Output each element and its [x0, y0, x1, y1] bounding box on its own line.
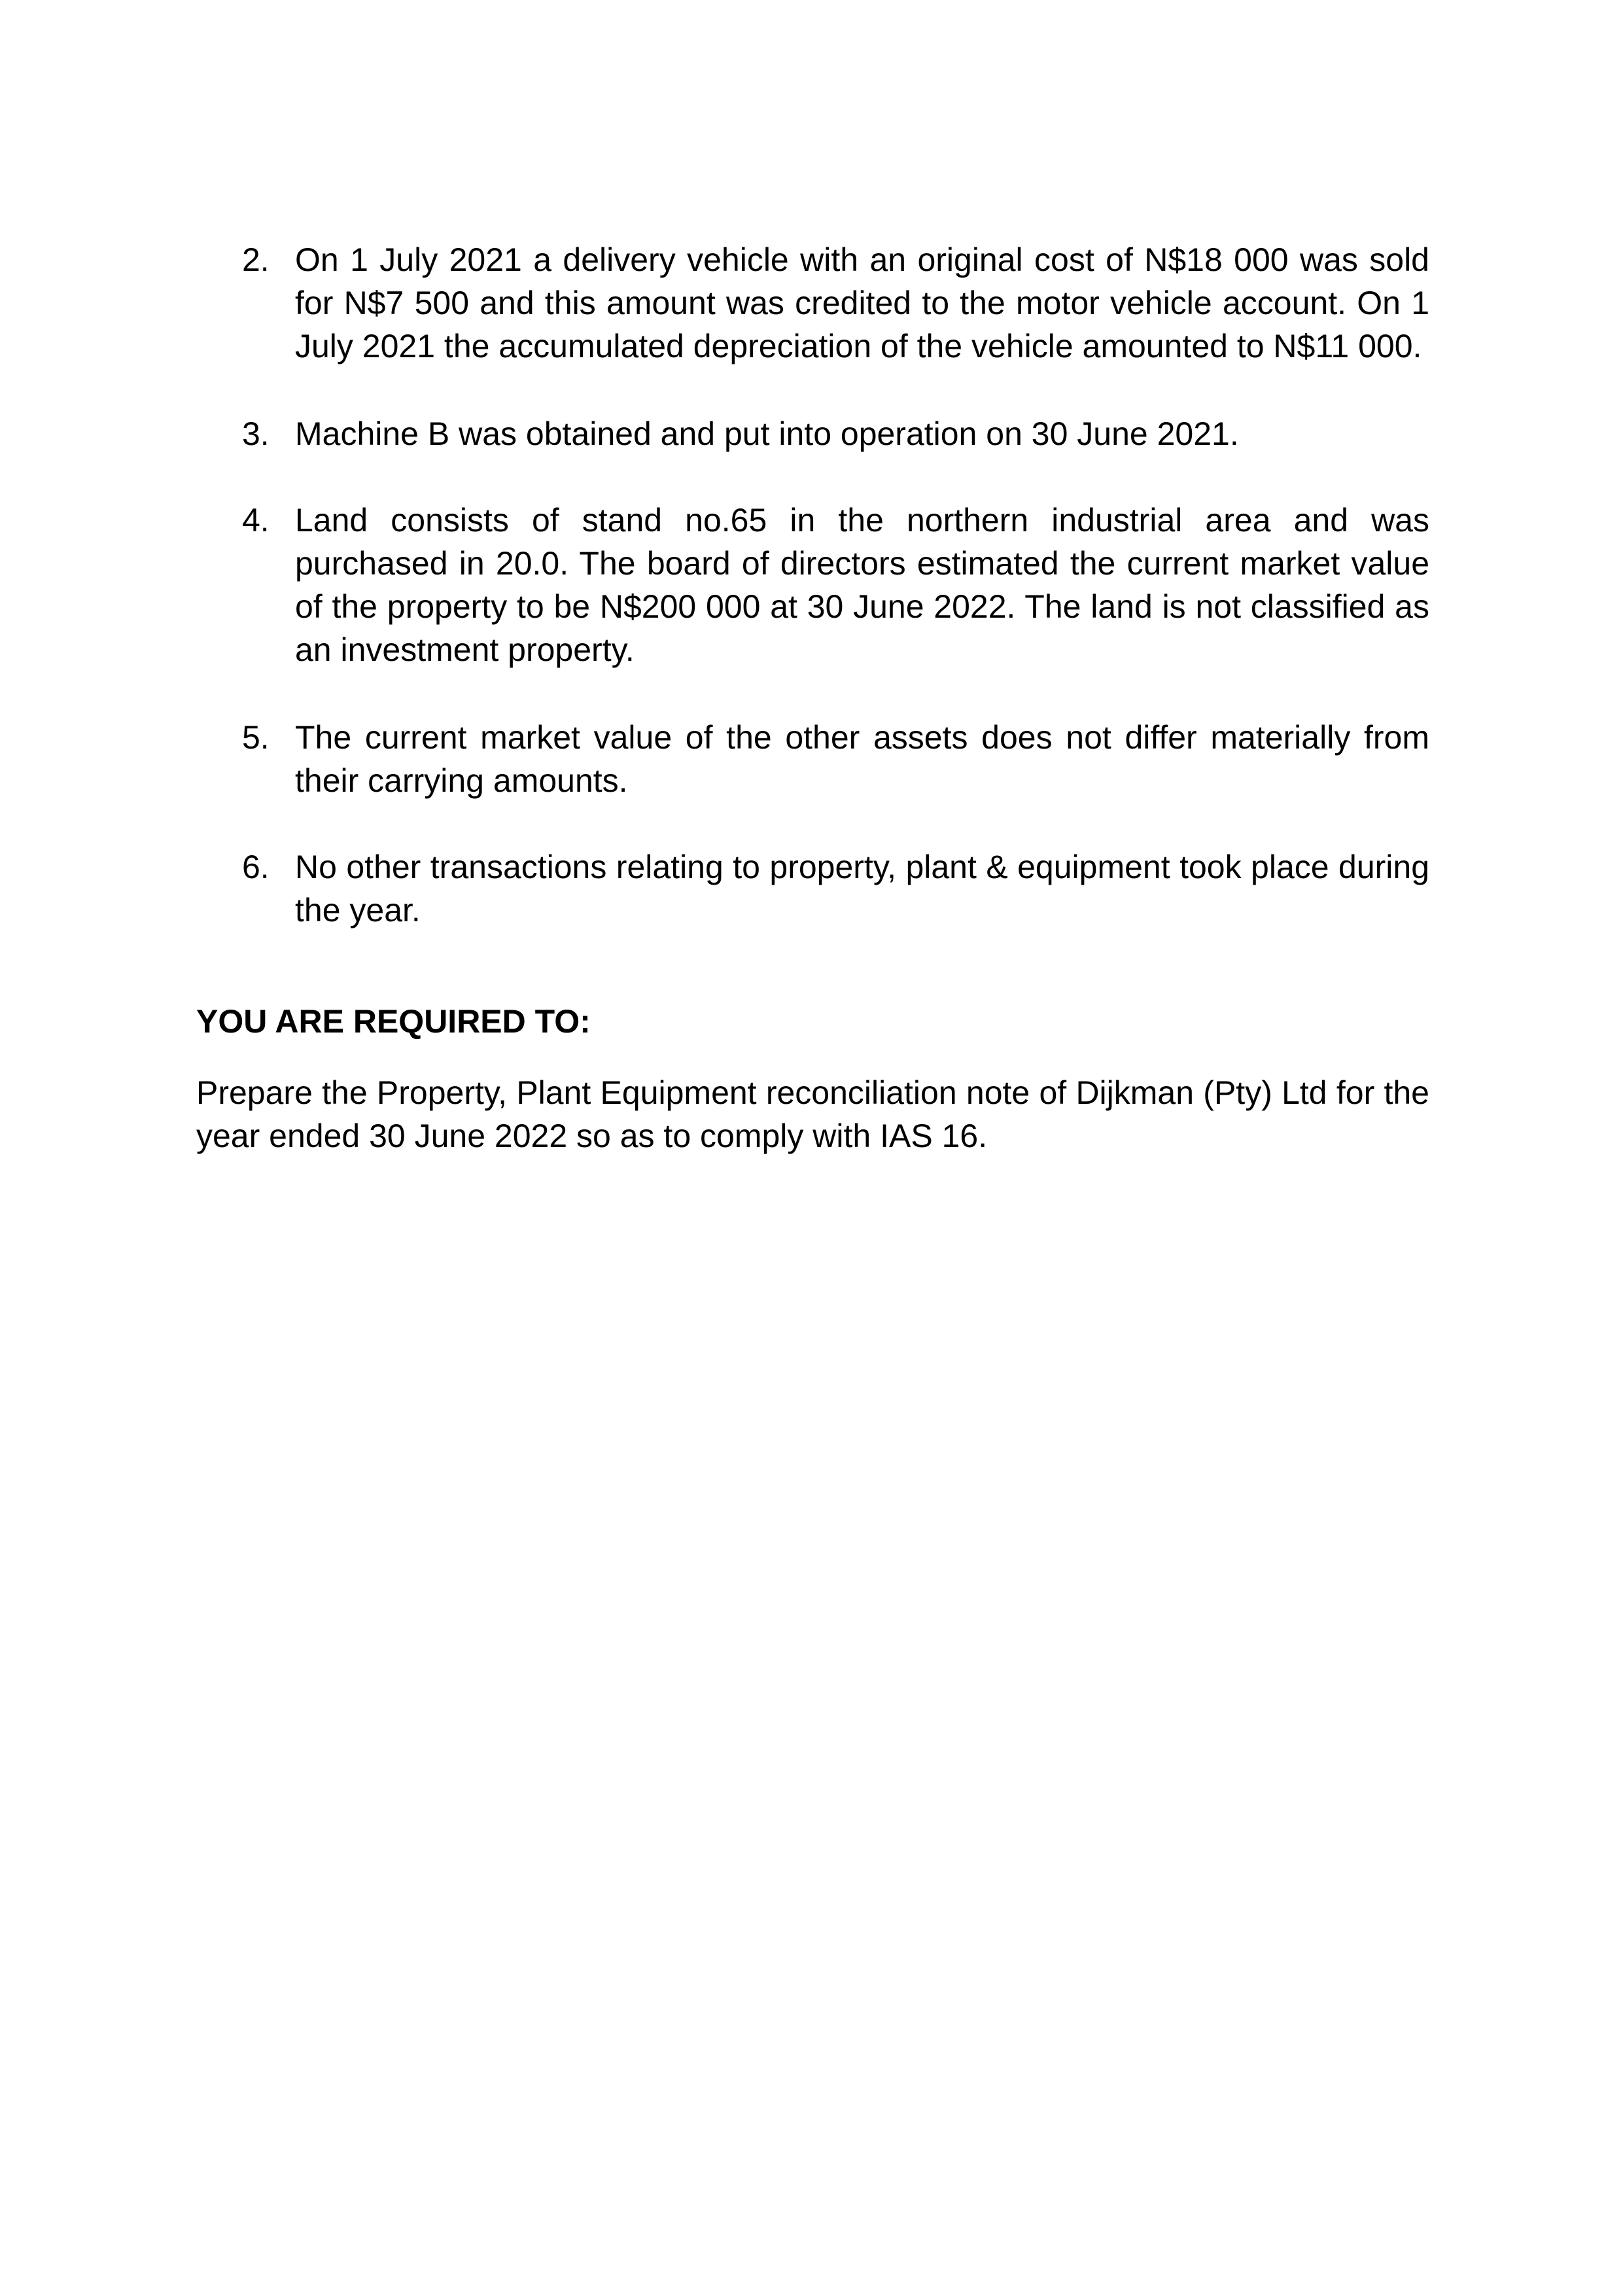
note-text: The current market value of the other assets does not differ materially from their carrying amounts.	[295, 719, 1429, 799]
note-text: On 1 July 2021 a delivery vehicle with an original cost of N$18 000 was sold for N$7 500 and this amount was credited to the motor vehicle account. On 1 July 2021 the accumulated depreciation of the vehicle amounted to N$11 000.	[295, 241, 1429, 364]
required-heading: YOU ARE REQUIRED TO:	[196, 1003, 591, 1040]
note-text: Machine B was obtained and put into operation on 30 June 2021.	[295, 415, 1239, 452]
note-number: 4.	[242, 502, 270, 539]
note-text: Land consists of stand no.65 in the northern industrial area and was purchased in 20.0. The board of directors estimated the current market value of the property to be N$200 000 at 30 June 2022. The land is not classified as an investment property.	[295, 502, 1429, 668]
required-instruction: Prepare the Property, Plant Equipment reconciliation note of Dijkman (Pty) Ltd for the year ended 30 June 2022 so as to comply with IAS 16.	[196, 1074, 1429, 1154]
note-text: No other transactions relating to property, plant & equipment took place during the year.	[295, 849, 1429, 928]
note-number: 5.	[242, 719, 270, 756]
note-number: 6.	[242, 849, 270, 885]
note-number: 3.	[242, 415, 270, 452]
note-number: 2.	[242, 241, 270, 278]
